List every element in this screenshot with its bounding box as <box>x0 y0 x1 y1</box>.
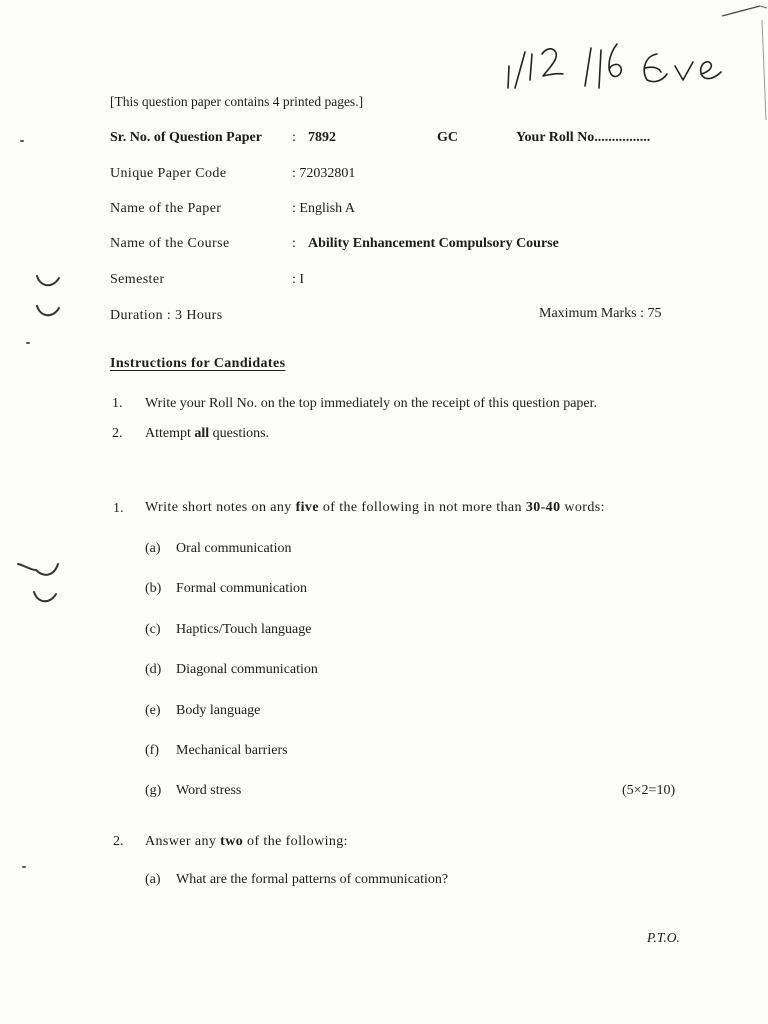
pages-note: [This question paper contains 4 printed pages.] <box>110 94 364 109</box>
option-label: (e) <box>145 703 161 718</box>
paper-name-value: : English A <box>292 201 356 216</box>
option-label: (d) <box>145 662 162 677</box>
punch-hole-mark <box>33 302 63 327</box>
option-text: Mechanical barriers <box>176 743 288 758</box>
course-label: Name of the Course <box>110 236 230 251</box>
duration: Duration : 3 Hours <box>110 308 223 323</box>
unique-code-value: : 72032801 <box>292 166 356 181</box>
option-text: Haptics/Touch language <box>176 622 312 637</box>
instruction-number: 2. <box>112 426 123 441</box>
punch-hole-mark <box>14 556 60 587</box>
option-label: (g) <box>145 783 162 798</box>
option-label: (b) <box>145 581 162 596</box>
option-label: (f) <box>145 743 159 758</box>
question-text: Write short notes on any five of the following in not more than 30-40 words: <box>145 500 605 515</box>
paper-name-label: Name of the Paper <box>110 201 222 216</box>
instruction-text: Attempt all questions. <box>145 426 270 441</box>
scan-speck <box>20 140 24 142</box>
gc-code: GC <box>437 130 458 145</box>
max-marks: Maximum Marks : 75 <box>539 306 662 321</box>
option-label: (a) <box>145 541 161 556</box>
unique-code-label: Unique Paper Code <box>110 166 227 181</box>
scan-speck <box>22 866 26 868</box>
roll-no-field: Your Roll No................ <box>516 130 651 145</box>
page-edge-line <box>760 20 768 120</box>
pto-note: P.T.O. <box>647 930 680 945</box>
option-text: What are the formal patterns of communication? <box>176 872 449 887</box>
instruction-number: 1. <box>112 396 123 411</box>
handwritten-date-note <box>505 30 745 90</box>
marks-allocation: (5×2=10) <box>622 783 676 798</box>
option-label: (a) <box>145 872 161 887</box>
option-label: (c) <box>145 622 161 637</box>
question-number: 1. <box>113 501 124 516</box>
sr-no-value: 7892 <box>308 130 336 145</box>
sr-no-separator: : <box>292 130 296 145</box>
scan-speck <box>26 342 30 344</box>
option-text: Word stress <box>176 783 242 798</box>
course-value: Ability Enhancement Compulsory Course <box>308 236 559 251</box>
punch-hole-mark <box>30 588 60 613</box>
course-separator: : <box>292 236 296 251</box>
sr-no-label: Sr. No. of Question Paper <box>110 130 262 145</box>
semester-label: Semester <box>110 272 165 287</box>
option-text: Body language <box>176 703 261 718</box>
instruction-text: Write your Roll No. on the top immediately on the receipt of this question paper. <box>145 396 598 411</box>
option-text: Diagonal communication <box>176 662 318 677</box>
question-number: 2. <box>113 834 124 849</box>
option-text: Formal communication <box>176 581 308 596</box>
instructions-title: Instructions for Candidates <box>110 356 286 371</box>
punch-hole-mark <box>33 272 63 297</box>
semester-value: : I <box>292 272 305 287</box>
option-text: Oral communication <box>176 541 292 556</box>
question-text: Answer any two of the following: <box>145 834 348 849</box>
